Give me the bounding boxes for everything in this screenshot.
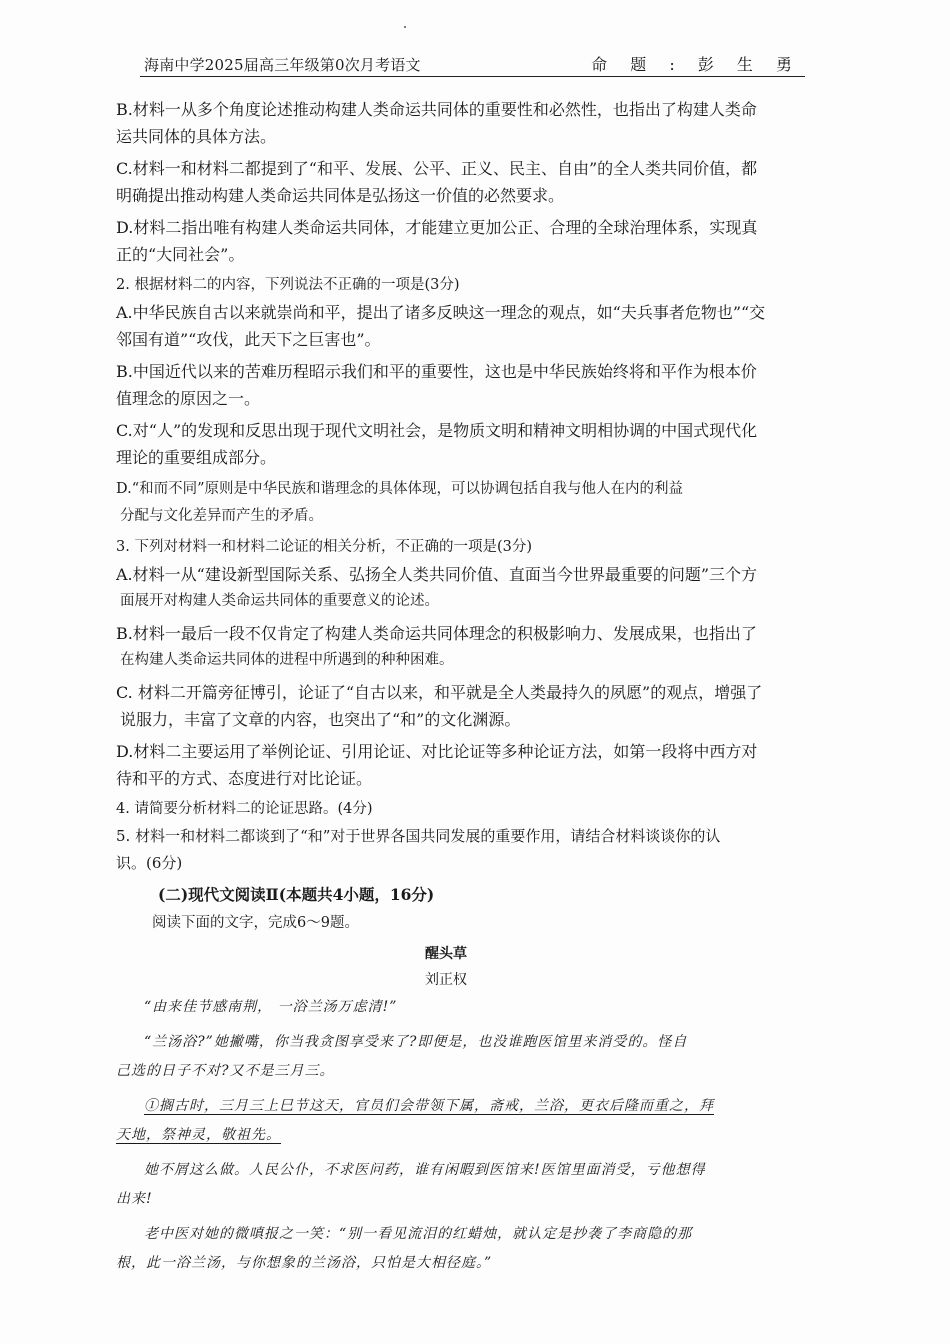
- paragraph-line: 己选的日子不对?又不是三月三。: [116, 1063, 335, 1079]
- option-line: B.中国近代以来的苦难历程昭示我们和平的重要性，这也是中华民族始终将和平作为根本价: [116, 362, 757, 381]
- option-line: 正的“大同社会”。: [116, 245, 245, 264]
- option-line: C. 材料二开篇旁征博引，论证了“自古以来，和平就是全人类最持久的夙愿”的观点，增强了: [116, 683, 763, 702]
- scan-speck: [404, 26, 406, 28]
- option-line: 在构建人类命运共同体的进程中所遇到的种种困难。: [120, 652, 454, 668]
- q1-option-c: [116, 155, 816, 209]
- section-2-title: (二)现代文阅读Ⅱ(本题共4小题，16分): [158, 885, 435, 904]
- story-title: 醒头草: [425, 946, 467, 962]
- paragraph-line: ①搁古时，三月三上巳节这天，官员们会带领下属，斋戒，兰浴，更衣后隆而重之，拜: [144, 1098, 714, 1114]
- option-line: 待和平的方式、态度进行对比论证。: [116, 769, 373, 788]
- question-2: [116, 272, 816, 530]
- q3-option-a: [116, 561, 816, 615]
- option-line: 邻国有道”“攻伐，此天下之巨害也”。: [116, 330, 381, 349]
- q3-option-d: [116, 738, 816, 792]
- option-line: C.对“人”的发现和反思出现于现代文明社会，是物质文明和精神文明相协调的中国式现代化: [116, 421, 758, 440]
- story-body: [116, 993, 816, 1278]
- q1-option-b: [116, 96, 816, 150]
- option-line: D.材料二主要运用了举例论证、引用论证、对比论证等多种论证方法，如第一段将中西方对: [116, 742, 758, 761]
- question-5: [116, 823, 816, 877]
- paragraph-line: “兰汤浴?”她撇嘴，你当我贪图享受来了?即便是，也没谁跑医馆里来消受的。怪自: [144, 1034, 688, 1050]
- q1-options: [116, 96, 816, 268]
- q5-line: 识。(6分): [116, 854, 183, 872]
- option-line: 值理念的原因之一。: [116, 389, 261, 408]
- q2-option-b: [116, 358, 816, 412]
- q2-option-d: [116, 476, 816, 530]
- q3-option-b: [116, 620, 816, 674]
- story-paragraph: [116, 1156, 816, 1214]
- option-line: 运共同体的具体方法。: [116, 127, 277, 146]
- option-line: D.材料二指出唯有构建人类命运共同体，才能建立更加公正、合理的全球治理体系，实现真: [116, 218, 758, 237]
- paragraph-line: 出来!: [116, 1191, 153, 1207]
- option-line: 理论的重要组成部分。: [116, 448, 277, 467]
- option-line: B.材料一最后一段不仅肯定了构建人类命运共同体理念的积极影响力、发展成果，也指出了: [116, 624, 757, 643]
- paragraph-line: 老中医对她的微嗔报之一笑：“别一看见流泪的红蜡烛，就认定是抄袭了李商隐的那: [144, 1226, 693, 1242]
- paragraph-line: 她不屑这么做。人民公仆，不求医问药，谁有闲暇到医馆来!医馆里面消受，亏他想得: [144, 1162, 706, 1178]
- story-author: 刘正权: [425, 972, 467, 988]
- story-paragraph: [116, 1028, 816, 1086]
- option-line: 说服力，丰富了文章的内容，也突出了“和”的文化渊源。: [120, 710, 521, 729]
- q2-option-c: [116, 417, 816, 471]
- paragraph-line: 根，此一浴兰汤，与你想象的兰汤浴，只怕是大相径庭。”: [116, 1255, 493, 1271]
- exam-content: [116, 96, 816, 1278]
- question-3: [116, 534, 816, 792]
- option-line: A.中华民族自古以来就崇尚和平，提出了诸多反映这一理念的观点，如“夫兵事者危物也”“交: [116, 303, 766, 322]
- page-header: [140, 52, 805, 77]
- option-line: 明确提出推动构建人类命运共同体是弘扬这一价值的必然要求。: [116, 186, 565, 205]
- option-line: 分配与文化差异而产生的矛盾。: [120, 508, 323, 524]
- q5-line: 5. 材料一和材料二都谈到了“和”对于世界各国共同发展的重要作用，请结合材料谈谈你的认: [116, 827, 721, 845]
- q2-title: 2. 根据材料二的内容，下列说法不正确的一项是(3分): [116, 277, 460, 293]
- section-2-instruction: 阅读下面的文字，完成6～9题。: [152, 915, 359, 931]
- story-paragraph-underlined: [116, 1092, 816, 1150]
- exam-title: 海南中学2025届高三年级第0次月考语文: [144, 56, 421, 74]
- paragraph-line: 天地，祭神灵，敬祖先。: [116, 1127, 281, 1143]
- story-paragraph: [116, 1220, 816, 1278]
- q3-option-c: [116, 679, 816, 733]
- q4-title: 4. 请简要分析材料二的论证思路。(4分): [116, 801, 373, 817]
- option-line: D.“和而不同”原则是中华民族和谐理念的具体体现，可以协调包括自我与他人在内的利益: [116, 481, 684, 497]
- option-line: A.材料一从“建设新型国际关系、弘扬全人类共同价值、直面当今世界最重要的问题”三个方: [116, 565, 758, 584]
- q2-option-a: [116, 299, 816, 353]
- story-paragraph: “由来佳节感南荆， 一浴兰汤万虑清!”: [144, 999, 398, 1015]
- option-line: C.材料一和材料二都提到了“和平、发展、公平、正义、民主、自由”的全人类共同价值，都: [116, 159, 758, 178]
- option-line: B.材料一从多个角度论述推动构建人类命运共同体的重要性和必然性，也指出了构建人类命: [116, 100, 757, 119]
- q1-option-d: [116, 214, 816, 268]
- q3-title: 3. 下列对材料一和材料二论证的相关分析，不正确的一项是(3分): [116, 539, 532, 555]
- option-line: 面展开对构建人类命运共同体的重要意义的论述。: [120, 593, 439, 609]
- setter-name: 命 题 : 彭 生 勇: [591, 55, 801, 74]
